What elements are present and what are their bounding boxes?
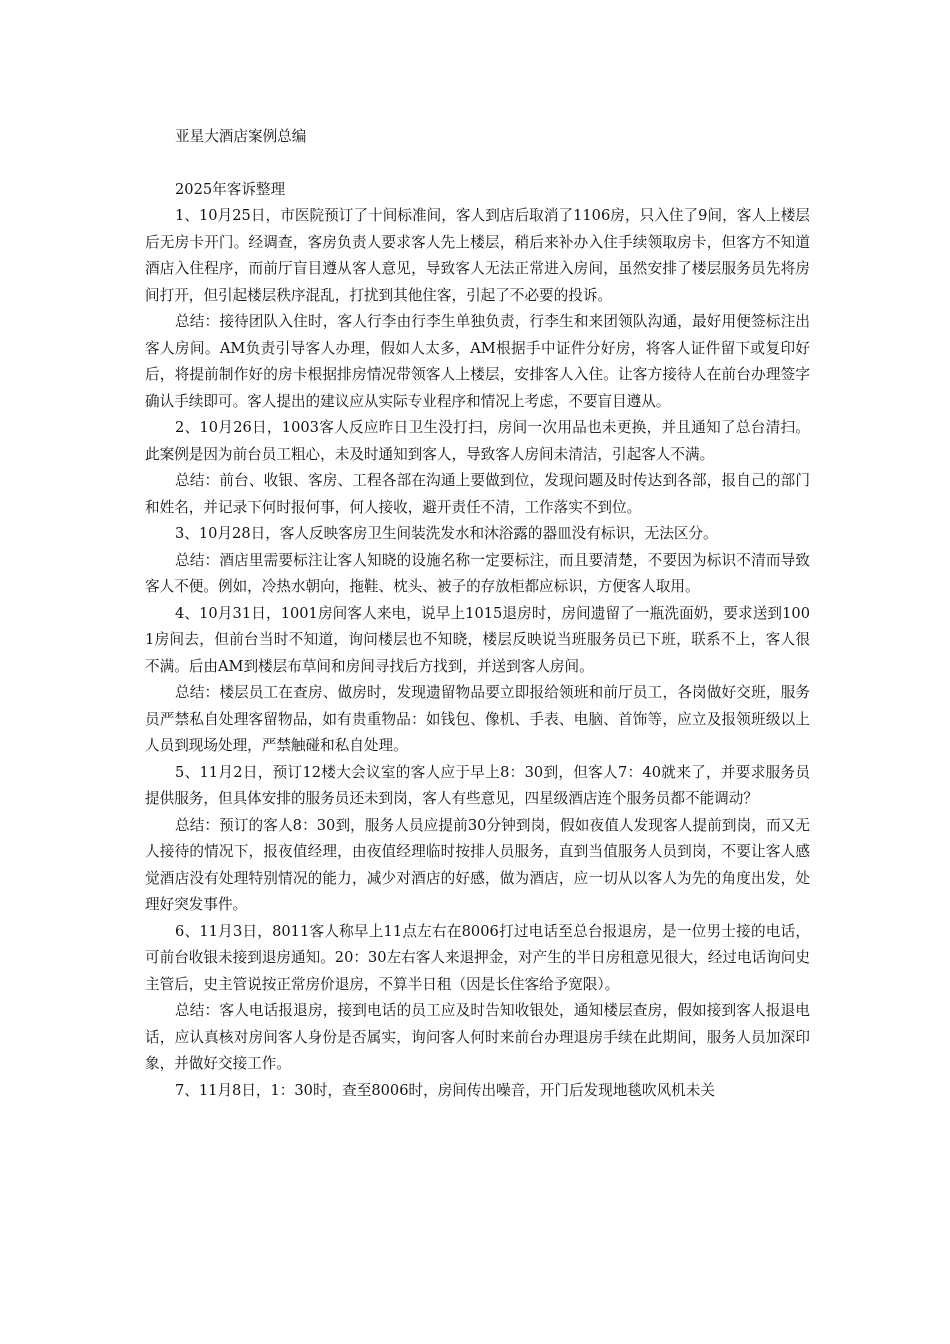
paragraph-case-3: 3、10月28日，客人反映客房卫生间装洗发水和沐浴露的器皿没有标识，无法区分。	[175, 525, 718, 542]
paragraph-case-1: 1、10月25日，市医院预订了十间标准间，客人到店后取消了1106房，只入住了9间，客人上楼层后无房卡开门。经调查，客房负责人要求客人先上楼层，稍后来补办入住手续领取房卡，但客方不知道酒店入住程序，而前厅盲目遵从客人意见，导致客人无法正常进入房间，虽然安排了楼层服务员先将房间打开，但引起楼层秩序混乱，打扰到其他住客，引起了不必要的投诉。	[145, 207, 810, 304]
paragraph-summary-5: 总结：预订的客人8：30到，服务人员应提前30分钟到岗，假如夜值人发现客人提前到岗，而又无人接待的情况下，报夜值经理，由夜值经理临时按排人员服务，直到当值服务人员到岗，不要让客人感觉酒店没有处理特别情况的能力，减少对酒店的好感，做为酒店，应一切从以客人为先的角度出发，处理好突发事件。	[145, 816, 810, 913]
paragraph-case-5: 5、11月2日，预订12楼大会议室的客人应于早上8：30到，但客人7：40就来了，并要求服务员提供服务，但具体安排的服务员还未到岗，客人有些意见，四星级酒店连个服务员都不能调动？	[145, 763, 810, 807]
paragraph-summary-4: 总结：楼层员工在查房、做房时，发现遗留物品要立即报给领班和前厅员工，各岗做好交班，服务员严禁私自处理客留物品，如有贵重物品：如钱包、像机、手表、电脑、首饰等，应立及报领班级以上人员到现场处理，严禁触碰和私自处理。	[145, 684, 810, 754]
document-title: 亚星大酒店案例总编	[175, 128, 307, 145]
paragraph-summary-6: 总结：客人电话报退房，接到电话的员工应及时告知收银处，通知楼层查房，假如接到客人报退电话，应认真核对房间客人身份是否属实，询问客人何时来前台办理退房手续在此期间，服务人员加深印象，并做好交接工作。	[145, 1002, 810, 1072]
paragraph-summary-3: 总结：酒店里需要标注让客人知晓的设施名称一定要标注，而且要清楚，不要因为标识不清而导致客人不便。例如，冷热水朝向，拖鞋、枕头、被子的存放柜都应标识，方便客人取用。	[145, 551, 810, 595]
paragraph-case-6: 6、11月3日，8011客人称早上11点左右在8006打过电话至总台报退房，是一位男士接的电话，可前台收银未接到退房通知。20：30左右客人来退押金，对产生的半日房租意见很大，经过电话询问史主管后，史主管说按正常房价退房，不算半日租（因是长住客给予宽限）。	[145, 922, 810, 993]
paragraph-summary-1: 总结：接待团队入住时，客人行李由行李生单独负责，行李生和来团领队沟通，最好用便签标注出客人房间。AM负责引导客人办理，假如人太多，AM根据手中证件分好房，将客人证件留下或复印好后，将提前制作好的房卡根据排房情况带领客人上楼层，安排客人入住。让客方接待人在前台办理签字确认手续即可。客人提出的建议应从实际专业程序和情况上考虑，不要盲目遵从。	[145, 313, 810, 410]
document-page	[145, 123, 810, 1104]
section-title: 2025年客诉整理	[175, 181, 286, 198]
paragraph-summary-2: 总结：前台、收银、客房、工程各部在沟通上要做到位，发现问题及时传达到各部，报自己的部门和姓名，并记录下何时报何事，何人接收，避开责任不清，工作落实不到位。	[145, 472, 810, 516]
paragraph-case-7: 7、11月8日，1：30时，查至8006时，房间传出噪音，开门后发现地毯吹风机未关	[175, 1081, 715, 1099]
paragraph-case-2: 2、10月26日，1003客人反应昨日卫生没打扫，房间一次用品也未更换，并且通知了总台清扫。此案例是因为前台员工粗心，未及时通知到客人，导致客人房间未清洁，引起客人不满。	[145, 419, 810, 463]
paragraph-case-4: 4、10月31日，1001房间客人来电，说早上1015退房时，房间遗留了一瓶洗面奶，要求送到1001房间去，但前台当时不知道，询问楼层也不知晓，楼层反映说当班服务员已下班，联系不上，客人很不满。后由AM到楼层布草间和房间寻找后方找到，并送到客人房间。	[145, 604, 810, 675]
